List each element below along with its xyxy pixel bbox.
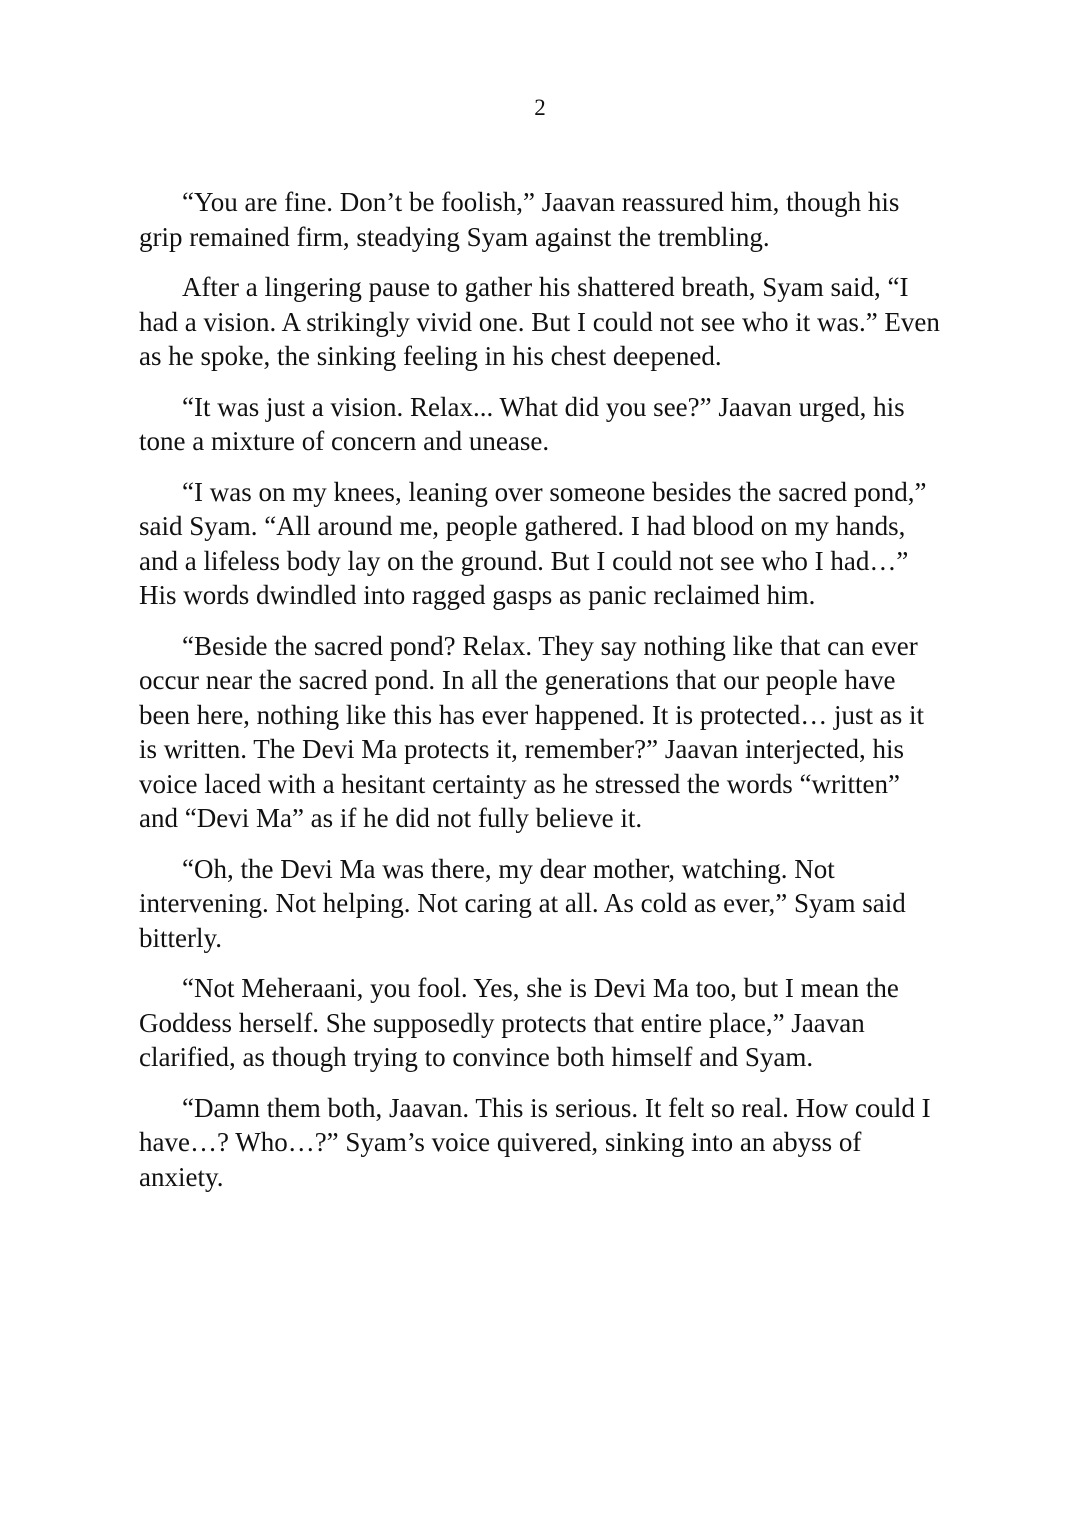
page-number: 2: [534, 95, 546, 120]
paragraph: “It was just a vision. Relax... What did you see?” Jaavan urged, his tone a mixture of concern and unease.: [139, 391, 905, 456]
paragraph: After a lingering pause to gather his shattered breath, Syam said, “I had a vision. A strikingly vivid one. But I could not see who it was.” Even as he spoke, the sinking feeling in his chest deepened.: [139, 272, 940, 371]
paragraph: “You are fine. Don’t be foolish,” Jaavan reassured him, though his grip remained firm, steadying Syam against the trembling.: [139, 187, 900, 252]
paragraph: “Oh, the Devi Ma was there, my dear mother, watching. Not intervening. Not helping. Not caring at all. As cold as ever,” Syam said bitterly.: [139, 853, 906, 953]
paragraph: “Damn them both, Jaavan. This is serious. It felt so real. How could I have…? Who…?” Syam’s voice quivered, sinking into an abyss of anxiety.: [139, 1092, 931, 1192]
paragraph: “Beside the sacred pond? Relax. They say nothing like that can ever occur near the sacred pond. In all the generations that our people have been here, nothing like this has ever happened. It is protected… just as it is written. The Devi Ma protects it, remember?” Jaavan interjected, his voice laced with a hesitant certainty as he stressed the words “written” and “Devi Ma” as if he did not fully believe it.: [139, 630, 925, 833]
paragraph: “I was on my knees, leaning over someone besides the sacred pond,” said Syam. “All around me, people gathered. I had blood on my hands, and a lifeless body lay on the ground. But I could not see who I had…” His words dwindled into ragged gasps as panic reclaimed him.: [139, 476, 927, 610]
paragraph: “Not Meheraani, you fool. Yes, she is Devi Ma too, but I mean the Goddess herself. She supposedly protects that entire place,” Jaavan clarified, as though trying to convince both himself and Syam.: [139, 973, 899, 1072]
body-text: [139, 185, 944, 1210]
